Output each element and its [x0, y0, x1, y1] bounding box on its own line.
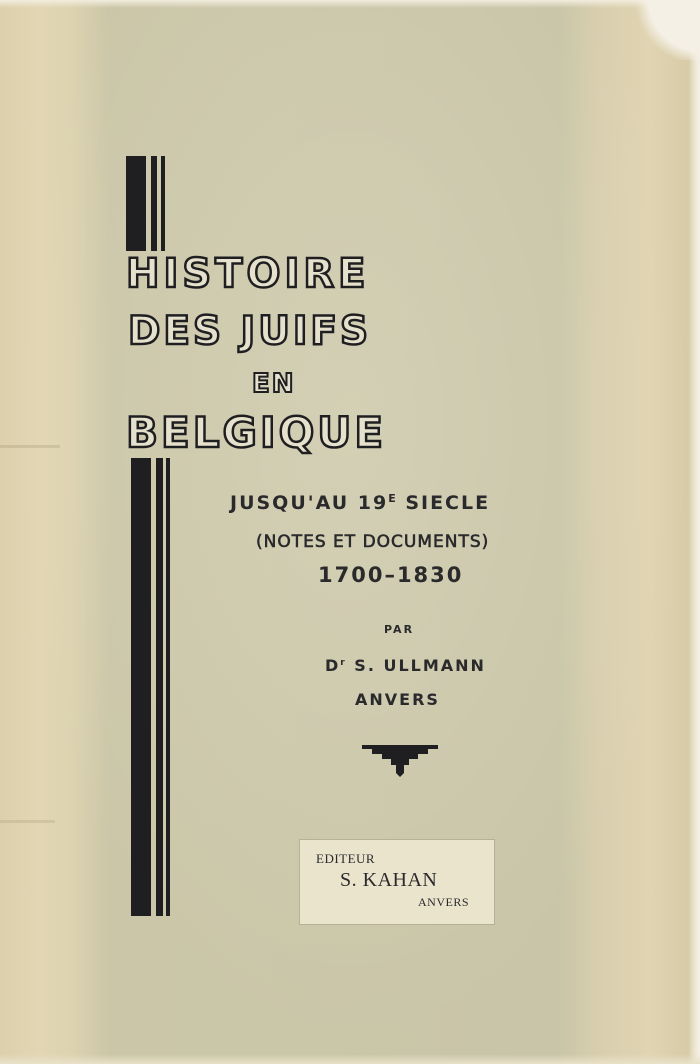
title-line-4: BELGIQUE [126, 408, 387, 457]
author-by: PAR [384, 623, 415, 636]
author-name [325, 658, 486, 674]
publisher-name: S. KAHAN [340, 869, 438, 891]
publisher-label [300, 840, 494, 924]
subtitle-line-1-main: JUSQU'AU 19 [230, 492, 389, 514]
publisher-role: EDITEUR [316, 851, 376, 866]
subtitle-superscript: E [388, 492, 397, 505]
author-title-superscript: r [340, 658, 347, 668]
stepped-triangle-ornament-icon [362, 745, 438, 777]
decorative-bar-thin-top [161, 156, 165, 251]
subtitle-line-1-end: SIECLE [396, 492, 491, 514]
torn-corner [630, 0, 700, 60]
subtitle-line-2: (NOTES ET DOCUMENTS) [256, 532, 490, 552]
paper-crease [0, 445, 60, 448]
decorative-bar-mid-bottom [156, 458, 163, 916]
decorative-bar-thick-bottom [131, 458, 151, 916]
worn-edge-bottom [0, 1054, 700, 1064]
decorative-bar-thick-top [126, 156, 146, 251]
publisher-city: ANVERS [418, 895, 470, 909]
author-title: D [325, 656, 341, 675]
subtitle-line-1 [230, 493, 490, 513]
worn-edge-top [0, 0, 700, 8]
worn-edge-right [688, 0, 700, 1064]
title-line-3: EN [252, 369, 296, 399]
title-line-2: DES JUIFS [128, 309, 372, 354]
decorative-bar-thin-bottom [166, 458, 170, 916]
paper-crease [0, 820, 55, 823]
author-name-text: S. ULLMANN [346, 656, 486, 675]
decorative-bar-mid-top [151, 156, 157, 251]
author-city: ANVERS [355, 690, 440, 709]
subtitle-years: 1700–1830 [318, 563, 464, 587]
title-line-1: HISTOIRE [126, 251, 370, 297]
